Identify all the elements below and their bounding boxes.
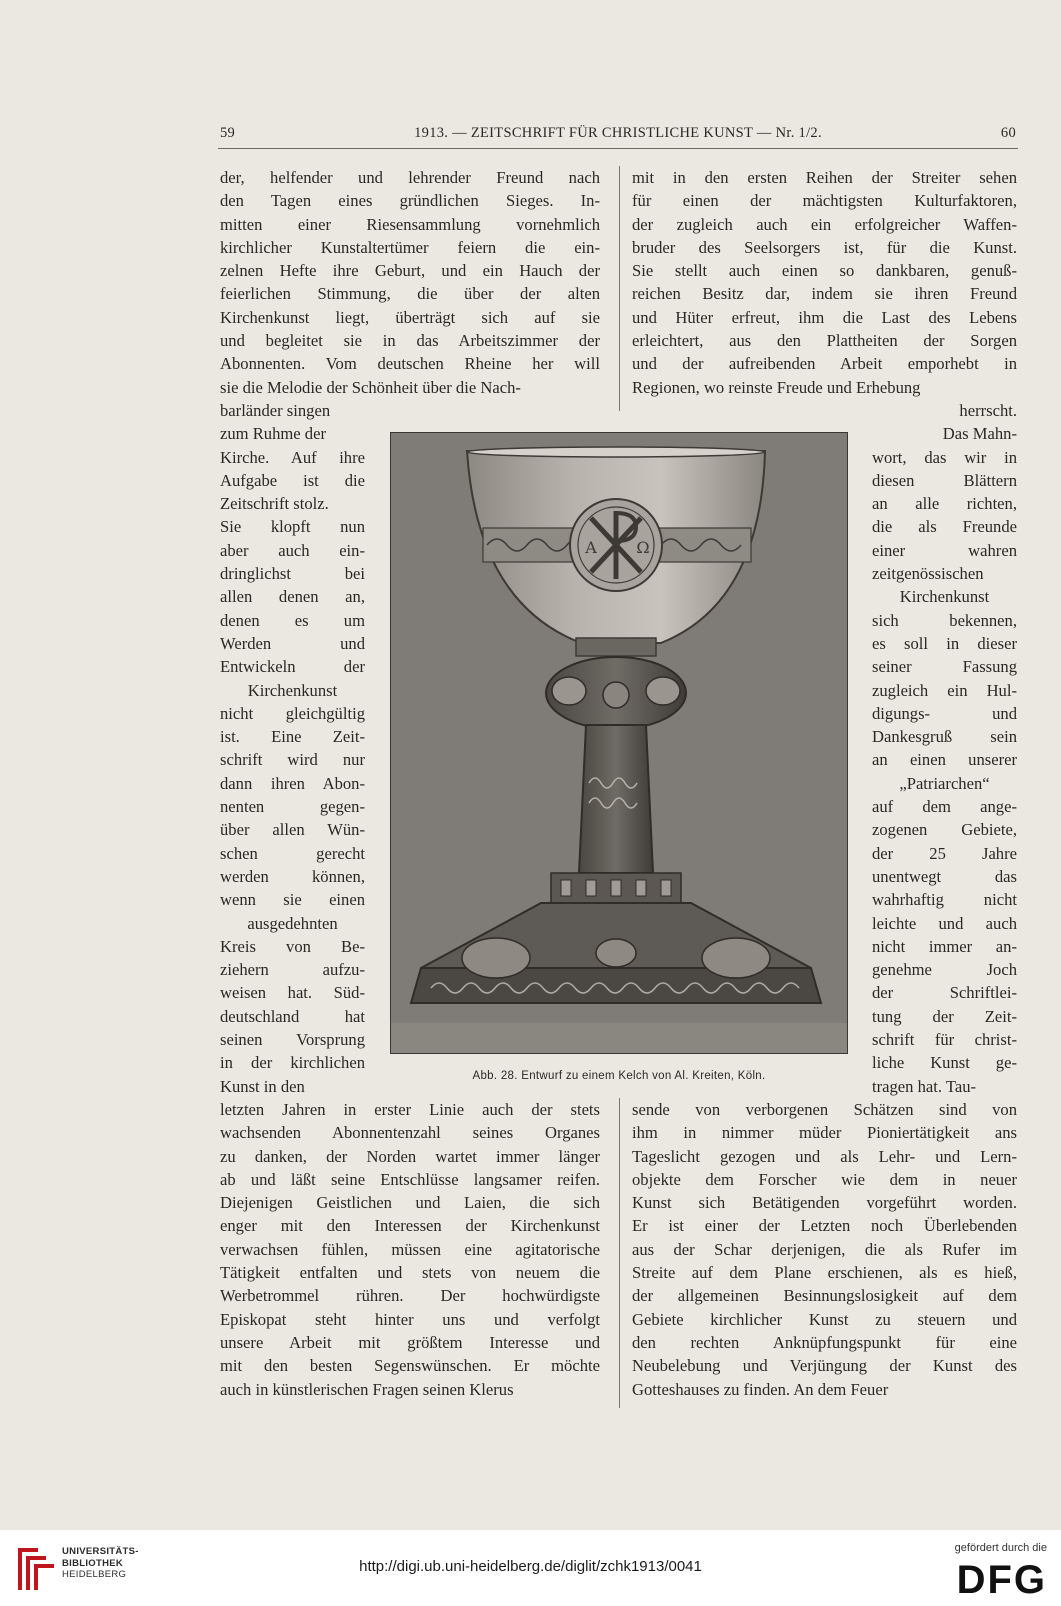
text-line: bruder des Seelsorgers ist, für die Kunst. bbox=[632, 237, 1017, 257]
permalink-url[interactable]: http://digi.ub.uni-heidelberg.de/diglit/zchk1913/0041 bbox=[359, 1558, 702, 1575]
text-line: ausgedehnten bbox=[247, 913, 338, 933]
text-line: sende von verborgenen Schätzen sind von bbox=[632, 1100, 1017, 1119]
text-line: schrift wird nur bbox=[220, 750, 365, 770]
text-line: und Hüter erfreut, ihm die Last des Lebens bbox=[632, 307, 1017, 327]
figure-caption: Abb. 28. Entwurf zu einem Kelch von Al. Kreiten, Köln. bbox=[472, 1070, 766, 1082]
text-line: Werden und bbox=[220, 633, 365, 653]
text-line: der zugleich auch ein erfolgreicher Waffen- bbox=[632, 214, 1017, 234]
text-line: Diejenigen Geistlichen und Laien, die sich bbox=[220, 1193, 600, 1213]
text-line: diesen Blättern bbox=[872, 470, 1017, 490]
text-line: für einen der mächtigsten Kulturfaktoren, bbox=[632, 191, 1017, 211]
text-line: „Patriarchen“ bbox=[899, 773, 990, 793]
text-line: Tätigkeit entfalten und stets von neuem die bbox=[220, 1263, 600, 1283]
text-line: leichte und auch bbox=[872, 913, 1017, 933]
text-line: mit in den ersten Reihen der Streiter sehen bbox=[632, 168, 1017, 187]
text-line: schen gerecht bbox=[220, 843, 365, 863]
text-line: tung der Zeit- bbox=[872, 1006, 1017, 1026]
text-line: der Schriftlei- bbox=[872, 983, 1017, 1003]
text-line: in der kirchlichen bbox=[220, 1053, 365, 1073]
text-line: weisen hat. Süd- bbox=[220, 983, 365, 1003]
text-line: mitten einer Riesensammlung vornehmlich bbox=[220, 214, 600, 234]
text-line: schrift für christ- bbox=[872, 1030, 1017, 1050]
header-rule bbox=[218, 148, 1018, 149]
text-line: Zeitschrift stolz. bbox=[220, 494, 329, 514]
dfg-logo: DFG bbox=[956, 1558, 1047, 1602]
text-line: enger mit den Interessen der Kirchenkunst bbox=[220, 1216, 600, 1236]
left-column-narrow bbox=[220, 399, 365, 1098]
text-line: nicht gleichgültig bbox=[220, 703, 365, 723]
text-line: dann ihren Abon- bbox=[220, 773, 365, 793]
digitization-footer bbox=[0, 1530, 1061, 1606]
text-line: aus der Schar derjenigen, die als Rufer im bbox=[632, 1239, 1017, 1259]
text-line: Aufgabe ist die bbox=[220, 470, 365, 490]
text-line: Kirchenkunst bbox=[247, 680, 338, 700]
text-line: wort, das wir in bbox=[872, 447, 1017, 467]
text-line: und begleitet sie in das Arbeitszimmer der bbox=[220, 331, 600, 351]
text-line: Er ist einer der Letzten noch Überlebenden bbox=[632, 1216, 1017, 1236]
text-line: feierlichen Stimmung, die über der alten bbox=[220, 284, 600, 304]
omega-glyph: Ω bbox=[636, 538, 650, 557]
text-line: Kunst sich Betätigenden vorgeführt worden. bbox=[632, 1193, 1017, 1213]
text-line: genehme Joch bbox=[872, 960, 1017, 980]
text-line: unsere Arbeit mit größtem Interesse und bbox=[220, 1332, 600, 1352]
page-number-right: 60 bbox=[1000, 125, 1016, 141]
text-line: Kirchenkunst bbox=[899, 587, 990, 607]
text-line: Kirchenkunst liegt, überträgt sich auf sie bbox=[220, 307, 600, 327]
text-line: erleichtert, aus den Plattheiten der Sorgen bbox=[632, 331, 1017, 351]
text-line: dringlichst bei bbox=[220, 564, 365, 584]
text-line: reichen Besitz dar, indem sie ihren Freund bbox=[632, 284, 1017, 304]
text-line: Dankesgruß sein bbox=[872, 727, 1017, 747]
text-line: ist. Eine Zeit- bbox=[220, 727, 365, 747]
text-line: werden können, bbox=[220, 866, 365, 886]
text-line: zelnen Hefte ihre Geburt, und ein Hauch der bbox=[220, 261, 600, 281]
text-line: Kunst in den bbox=[220, 1076, 305, 1096]
chalice-illustration bbox=[390, 432, 848, 1054]
text-line: zeitgenössischen bbox=[872, 564, 984, 584]
left-column-top bbox=[220, 166, 600, 399]
text-line: sich bekennen, bbox=[872, 610, 1017, 630]
text-line: den rechten Anknüpfungspunkt für eine bbox=[632, 1332, 1017, 1352]
text-line: Sie stellt auch einen so dankbaren, genuß- bbox=[632, 261, 1017, 281]
text-line: deutschland hat bbox=[220, 1006, 365, 1026]
text-line: allen denen an, bbox=[220, 587, 365, 607]
text-line: zogenen Gebiete, bbox=[872, 820, 1017, 840]
text-line: Kreis von Be- bbox=[220, 936, 365, 956]
text-line: Tageslicht gezogen und als Lehr- und Lern- bbox=[632, 1146, 1017, 1166]
text-line: auch in künstlerischen Fragen seinen Klerus bbox=[220, 1379, 514, 1399]
text-line: Sie klopft nun bbox=[220, 517, 365, 537]
column-divider-top bbox=[619, 166, 620, 411]
alpha-glyph: Α bbox=[585, 538, 597, 557]
library-name: UNIVERSITÄTS- BIBLIOTHEK HEIDELBERG bbox=[62, 1546, 139, 1580]
page-number-left: 59 bbox=[220, 125, 236, 141]
text-line: zugleich ein Hul- bbox=[872, 680, 1017, 700]
text-line: seiner Fassung bbox=[872, 657, 1017, 677]
text-line: letzten Jahren in erster Linie auch der stets bbox=[220, 1100, 600, 1119]
text-line: ziehern aufzu- bbox=[220, 960, 365, 980]
text-line: herrscht. bbox=[959, 401, 1017, 420]
text-line: der 25 Jahre bbox=[872, 843, 1017, 863]
text-line: auf dem ange- bbox=[872, 797, 1017, 817]
text-line: Kirche. Auf ihre bbox=[220, 447, 365, 467]
text-line: Entwickeln der bbox=[220, 657, 365, 677]
column-divider-bottom bbox=[619, 1098, 620, 1408]
text-line: zu danken, der Norden wartet immer länger bbox=[220, 1146, 600, 1166]
text-line: die als Freunde bbox=[872, 517, 1017, 537]
text-line: Gotteshauses zu finden. An dem Feuer bbox=[632, 1379, 889, 1399]
text-line: zum Ruhme der bbox=[220, 424, 326, 444]
text-line: den Tagen eines gründlichen Sieges. In- bbox=[220, 191, 600, 211]
text-line: es soll in dieser bbox=[872, 633, 1017, 653]
text-line: einer wahren bbox=[872, 540, 1017, 560]
text-line: über allen Wün- bbox=[220, 820, 365, 840]
right-column-narrow bbox=[872, 399, 1017, 1098]
text-line: nenten gegen- bbox=[220, 797, 365, 817]
text-line: Regionen, wo reinste Freude und Erhebung bbox=[632, 377, 921, 397]
running-header bbox=[220, 122, 1016, 146]
text-line: wachsenden Abonnentenzahl seines Organes bbox=[220, 1123, 600, 1143]
text-line: seinen Vorsprung bbox=[220, 1030, 365, 1050]
text-line: denen es um bbox=[220, 610, 365, 630]
text-line: nicht immer an- bbox=[872, 936, 1017, 956]
text-line: tragen hat. Tau- bbox=[872, 1076, 977, 1096]
right-column-bottom bbox=[632, 1098, 1017, 1401]
text-line: und der aufreibenden Arbeit emporhebt in bbox=[632, 354, 1017, 374]
text-line: kirchlicher Kunstaltertümer feiern die ein- bbox=[220, 237, 600, 257]
text-line: Gebiete kirchlicher Kunst zu steuern und bbox=[632, 1309, 1017, 1329]
text-line: Das Mahn- bbox=[942, 424, 1017, 444]
funding-note: gefördert durch die bbox=[954, 1542, 1047, 1554]
journal-title: 1913. — ZEITSCHRIFT FÜR CHRISTLICHE KUNST — Nr. 1/2. bbox=[414, 125, 822, 141]
text-line: Abonnenten. Vom deutschen Rheine her will bbox=[220, 354, 600, 374]
left-column-bottom bbox=[220, 1098, 600, 1401]
text-line: unentwegt das bbox=[872, 866, 1017, 886]
text-line: Werbetrommel rühren. Der hochwürdigste bbox=[220, 1286, 600, 1306]
text-line: barländer singen bbox=[220, 401, 331, 420]
text-line: wenn sie einen bbox=[220, 890, 365, 910]
text-line: verwachsen fühlen, müssen eine agitatorische bbox=[220, 1239, 600, 1259]
text-line: der, helfender und lehrender Freund nach bbox=[220, 168, 600, 187]
text-line: digungs- und bbox=[872, 703, 1017, 723]
right-column-top bbox=[632, 166, 1017, 399]
text-line: wahrhaftig nicht bbox=[872, 890, 1017, 910]
text-line: Streite auf dem Plane erschienen, als es hieß, bbox=[632, 1263, 1017, 1283]
text-line: Episkopat steht hinter uns und verfolgt bbox=[220, 1309, 600, 1329]
text-line: an alle richten, bbox=[872, 494, 1017, 514]
text-line: ab und läßt seine Entschlüsse langsamer reifen. bbox=[220, 1169, 600, 1189]
text-line: an einen unserer bbox=[872, 750, 1017, 770]
text-line: der allgemeinen Besinnungslosigkeit auf dem bbox=[632, 1286, 1017, 1306]
text-line: liche Kunst ge- bbox=[872, 1053, 1017, 1073]
text-line: objekte dem Forscher wie dem in neuer bbox=[632, 1169, 1017, 1189]
text-line: sie die Melodie der Schönheit über die Nach- bbox=[220, 377, 521, 397]
chalice-drawing bbox=[391, 433, 847, 1053]
text-line: aber auch ein- bbox=[220, 540, 365, 560]
text-line: Neubelebung und Verjüngung der Kunst des bbox=[632, 1356, 1017, 1376]
text-line: ihm in nimmer müder Pioniertätigkeit ans bbox=[632, 1123, 1017, 1143]
text-line: mit den besten Segenswünschen. Er möchte bbox=[220, 1356, 600, 1376]
